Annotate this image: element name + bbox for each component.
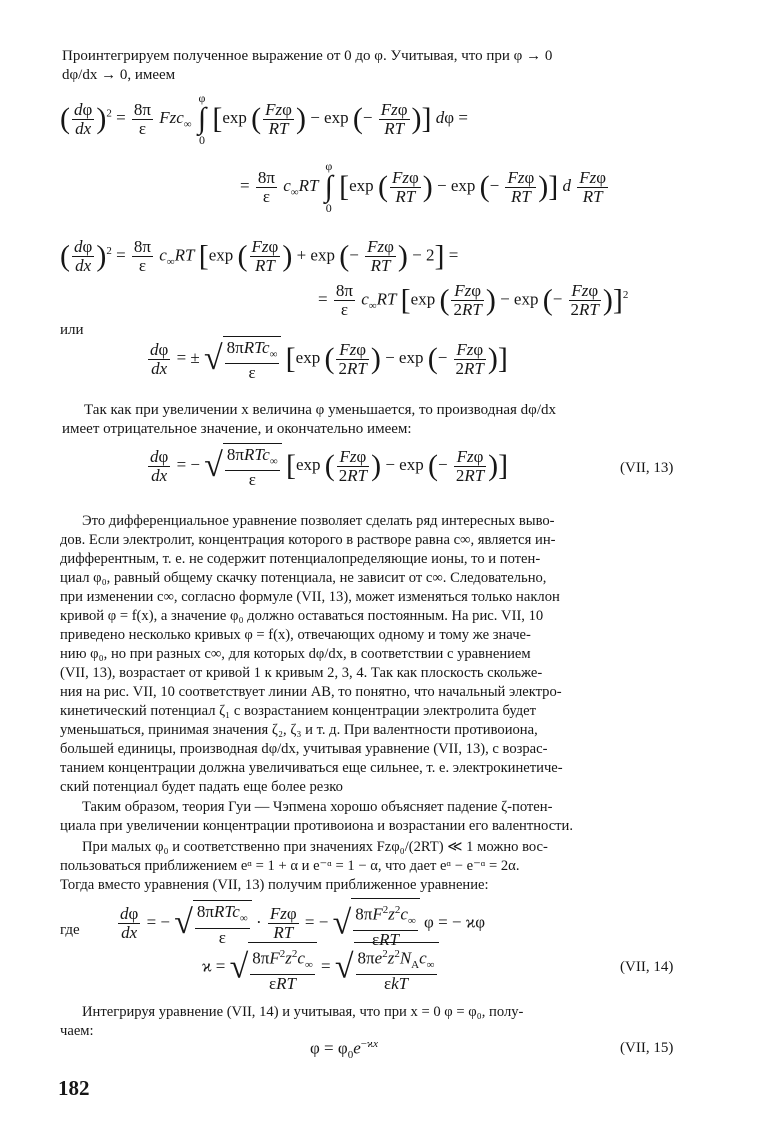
sign-paragraph [62, 401, 698, 439]
text-line: нию φ₀, но при разных c∞, для которых dφ/dx, в соответствии с уравнением [60, 646, 531, 662]
equation-number-vii-15: (VII, 15) [620, 1040, 674, 1056]
text-line: Интегрируя уравнение (VII, 14) и учитывая, что при x = 0 φ = φ₀, полу- [82, 1004, 524, 1020]
text-line: Так как при увеличении x величина φ уменьшается, то производная dφ/dx [84, 402, 556, 418]
text-line: имеет отрицательное значение, и окончательно имеем: [62, 421, 412, 437]
text-line: ский потенциал будет падать еще более резко [60, 779, 343, 795]
main-paragraph [60, 512, 700, 797]
equation-vii-13: $\frac{d\varphi}{dx}$ = − √ $\frac{8\pi RTc_\infty}{\varepsilon}$ [exp ( $\frac{\text{Fzφ}}{2RT}$ ) − exp (− $\frac{\text{Fzφ}}{2RT}$ )] [150, 445, 509, 490]
equation-number-vii-13: (VII, 13) [620, 460, 674, 476]
equation-integral-1: ( $\frac{d\varphi}{dx}$ )$^2$ = $\frac{8\pi}{\varepsilon}$ Fzc$_\infty$ φ ∫ 0 [exp ( $\frac{\text{Fzφ}}{RT}$ ) − exp (− $\frac{\text{Fzφ}}{RT}$ )] dφ = [60, 91, 468, 147]
equation-squared-form: = $\frac{8\pi}{\varepsilon}$ $c_\infty RT$ [exp ( $\frac{\text{Fzφ}}{2RT}$ ) − exp (− $\frac{\text{Fzφ}}{2RT}$ )]$^2$ [318, 281, 629, 319]
text-line: при изменении c∞, согласно формуле (VII, 13), может изменяться только наклон [60, 589, 560, 605]
text-line: циала при увеличении концентрации противоиона и возрастании его валентности. [60, 818, 574, 834]
text-line: танием концентрации должна увеличиваться еще сильнее, т. е. электрокинетиче- [60, 760, 563, 776]
word-gde: где [60, 922, 80, 938]
equation-kappa: ϰ = √ $\frac{8\pi F^2z^2c_\infty}{\text{εRT}}$ = √ $\frac{8\pi e^2z^2N_Ac_\infty}{\text{εkT}}$ [202, 942, 439, 993]
text-line: уменьшаться, принимая значения ζ₂, ζ₃ и т. д. При валентности противоиона, [60, 722, 538, 738]
equation-vii-15: $\varphi = \varphi_0e^{-ϰx}$ [310, 1038, 379, 1062]
text-line: При малых φ₀ и соответственно при значениях Fzφ₀/(2RT) ≪ 1 можно вос- [82, 839, 548, 855]
text-line: Тогда вместо уравнения (VII, 13) получим приближенное уравнение: [60, 877, 489, 893]
text-line: Проинтегрируем полученное выражение от 0 до φ. Учитывая, что при φ → 0 [62, 48, 553, 64]
text-line: большей единицы, производная dφ/dx, учитывая уравнение (VII, 13), с возрас- [60, 741, 548, 757]
equation-integral-2: = $\frac{8\pi}{\varepsilon}$ $c_\infty RT$ φ ∫ 0 [exp ( $\frac{\text{Fzφ}}{RT}$ ) − exp (− $\frac{\text{Fzφ}}{RT}$ )] d $\frac{\text{Fzφ}}{RT}$ [240, 159, 607, 215]
equation-number-vii-14: (VII, 14) [620, 959, 674, 975]
text-line: Таким образом, теория Гуи — Чэпмена хорошо объясняет падение ζ-потен- [82, 799, 553, 815]
intro-paragraph [62, 47, 698, 85]
text-line: циал φ₀, равный общему скачку потенциала, не зависит от c∞. Следовательно, [60, 570, 547, 586]
gouy-chapman-paragraph [60, 798, 700, 836]
text-line: дов. Если электролит, концентрация которого в растворе равна c∞, является ин- [60, 532, 556, 548]
equation-approximate: $\frac{d\varphi}{dx}$ = − √ $\frac{8\pi RTc_\infty}{\varepsilon}$ · $\frac{\text{Fzφ}}{RT}$ = − √ $\frac{8\pi F^2z^2c_\infty}{\text{εRT}}$ φ = − ϰφ [116, 898, 485, 949]
equation-plus-minus: $\frac{d\varphi}{dx}$ = ± √ $\frac{8\pi RTc_\infty}{\varepsilon}$ [exp ( $\frac{\text{Fzφ}}{2RT}$ ) − exp (− $\frac{\text{Fzφ}}{2RT}$ )] [150, 338, 508, 383]
text-line: ния на рис. VII, 10 соответствует линии AB, то понятно, что начальный электро- [60, 684, 562, 700]
text-line: dφ/dx → 0, имеем [62, 67, 176, 83]
word-ili: или [60, 322, 84, 338]
text-line: пользоваться приближением eᵅ = 1 + α и e⁻ᵅ = 1 − α, что дает eᵅ − e⁻ᵅ = 2α. [60, 858, 520, 874]
small-potential-paragraph [60, 838, 700, 895]
text-line: кривой φ = f(x), а значение φ₀ должно оставаться постоянным. На рис. VII, 10 [60, 608, 544, 624]
page-number: 182 [58, 1076, 90, 1100]
text-line: приведено несколько кривых φ = f(x), отвечающих одному и тому же значе- [60, 627, 531, 643]
text-line: кинетический потенциал ζ₁ с возрастанием концентрации электролита будет [60, 703, 537, 719]
text-line: (VII, 13), возрастает от кривой 1 к кривым 2, 3, 4. Так как плоскость скольже- [60, 665, 543, 681]
text-line: дифферентным, т. е. не содержит потенциалопределяющие ионы, то и потен- [60, 551, 541, 567]
text-line: Это дифференциальное уравнение позволяет сделать ряд интересных выво- [82, 513, 555, 529]
integration-paragraph [60, 1003, 700, 1041]
equation-integrated: ( $\frac{d\varphi}{dx}$ )$^2$ = $\frac{8\pi}{\varepsilon}$ $c_\infty RT$ [exp ( $\frac{\text{Fzφ}}{RT}$ ) + exp (− $\frac{\text{Fzφ}}{RT}$ ) − 2] = [60, 237, 459, 275]
text-line: чаем: [60, 1023, 94, 1039]
